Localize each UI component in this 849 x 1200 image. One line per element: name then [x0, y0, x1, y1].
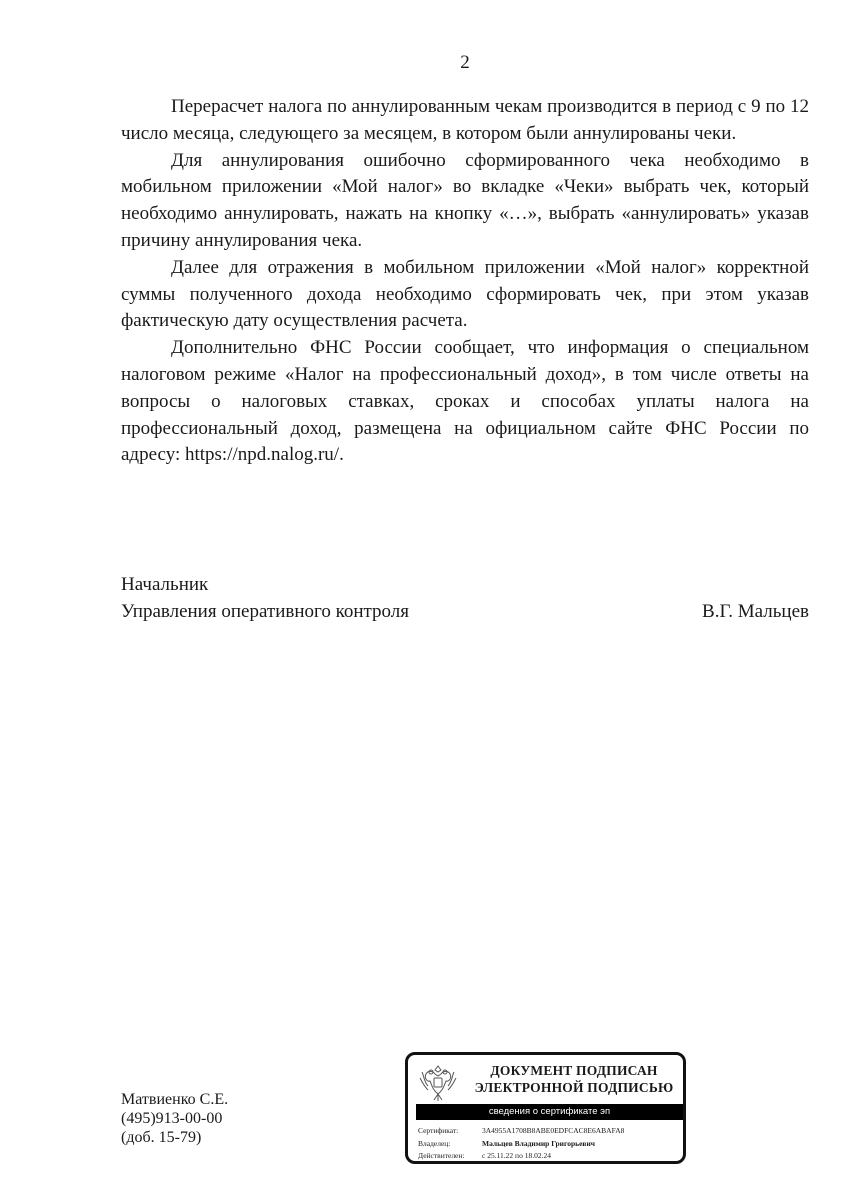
- paragraph-correct-receipt: Далее для отражения в мобильном приложении «Мой налог» корректной суммы полученного дохода необходимо сформировать чек, при этом указав фактическую дату осуществления расчета.: [121, 256, 809, 332]
- page-number: 2: [460, 52, 470, 73]
- stamp-title: [466, 1062, 682, 1096]
- paragraph-additional-info: Дополнительно ФНС России сообщает, что информация о специальном налоговом режиме «Налог на профессиональный доход», в том числе ответы на вопросы о налоговых ставках, сроках и способах уплаты налога на профессиональный доход, размещена на официальном сайте ФНС России по адресу: https://npd.nalog.ru/.: [121, 337, 809, 466]
- owner-row: [418, 1138, 682, 1151]
- executor-extension: (доб. 15-79): [121, 1129, 202, 1146]
- executor-phone: (495)913-00-00: [121, 1110, 223, 1127]
- coat-of-arms-icon: [416, 1060, 460, 1104]
- validity-label: Действителен:: [418, 1151, 465, 1160]
- paragraph-recalculation: Перерасчет налога по аннулированным чекам производится в период с 9 по 12 число месяца, следующего за месяцем, в котором были аннулированы чеки.: [121, 96, 809, 144]
- paragraph-cancellation-steps: Для аннулирования ошибочно сформированного чека необходимо в мобильном приложении «Мой налог» во вкладке «Чеки» выбрать чек, который необходимо аннулировать, нажать на кнопку «…», выбрать «аннулировать» указав причину аннулирования чека.: [121, 149, 809, 251]
- validity-value: с 25.11.22 по 18.02.24: [482, 1151, 551, 1160]
- signer-position-line2: Управления оперативного контроля: [121, 601, 410, 622]
- executor-contacts: [121, 1090, 228, 1147]
- certificate-label: Сертификат:: [418, 1126, 459, 1135]
- signer-position-line1: Начальник: [121, 574, 209, 595]
- certificate-details: [418, 1125, 682, 1163]
- executor-name: Матвиенко С.Е.: [121, 1091, 229, 1108]
- signature-row: [121, 598, 809, 625]
- signer-name: В.Г. Мальцев: [702, 601, 809, 622]
- stamp-title-line2: ЭЛЕКТРОННОЙ ПОДПИСЬЮ: [474, 1080, 674, 1095]
- stamp-title-line1: ДОКУМЕНТ ПОДПИСАН: [490, 1063, 658, 1078]
- owner-label: Владелец:: [418, 1138, 451, 1148]
- certificate-row: [418, 1125, 682, 1138]
- letter-body: [121, 94, 809, 469]
- signature-block: [121, 571, 809, 625]
- certificate-value: 3A4955A1708B8ABE0EDFCAC8E6ABAFA8: [482, 1126, 625, 1135]
- certificate-info-bar: сведения о сертификате эп: [416, 1104, 683, 1120]
- electronic-signature-stamp: [405, 1052, 686, 1164]
- validity-row: [418, 1150, 682, 1163]
- owner-value: Мальцев Владимир Григорьевич: [482, 1138, 596, 1148]
